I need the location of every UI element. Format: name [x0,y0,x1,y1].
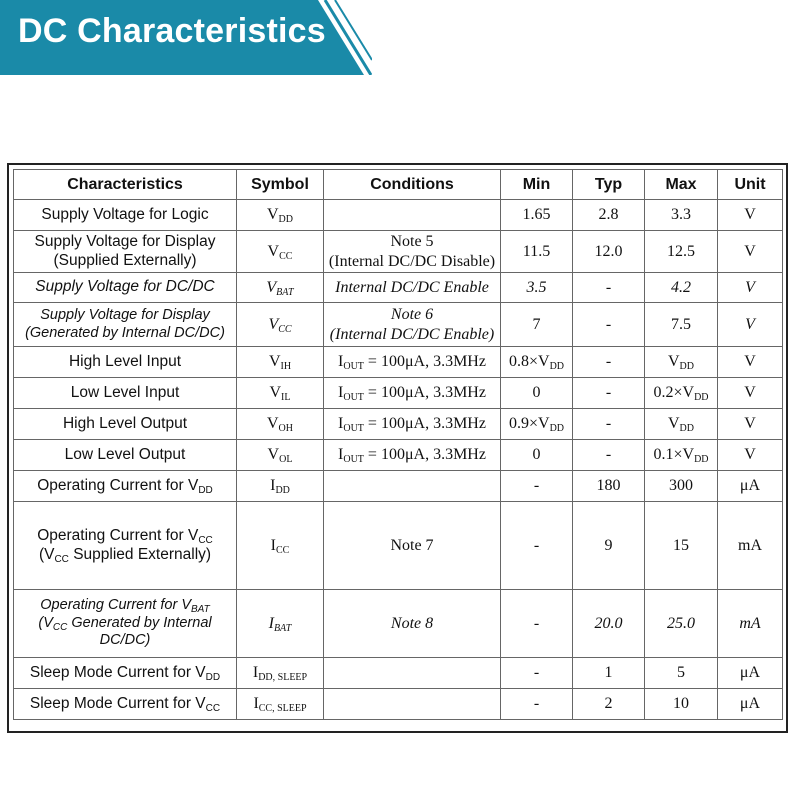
max-cell: 7.5 [645,303,718,347]
symbol-cell: $I_{DD}$ [237,471,324,502]
condition-cell: Note 5 (Internal DC/DC Disable) [324,231,501,273]
unit-cell: V [718,303,783,347]
typ-cell: 1 [573,658,645,689]
condition-cell [324,200,501,231]
min-cell: 0 [501,440,573,471]
header-typ: Typ [573,170,645,200]
header-conditions: Conditions [324,170,501,200]
max-cell: 3.3 [645,200,718,231]
unit-cell: V [718,440,783,471]
min-cell: 11.5 [501,231,573,273]
table-row [14,471,783,502]
characteristic-cell: Low Level Input [14,378,237,409]
table-row [14,347,783,378]
symbol-cell: $V_{CC}$ [237,231,324,273]
characteristic-cell: Operating Current for $V_{DD}$ [14,471,237,502]
symbol-cell: $V_{BAT}$ [237,273,324,303]
header-symbol: Symbol [237,170,324,200]
condition-cell: Internal DC/DC Enable [324,273,501,303]
table-row [14,590,783,658]
min-cell: - [501,590,573,658]
symbol-cell: $I_{DD, SLEEP}$ [237,658,324,689]
min-cell: - [501,689,573,720]
table-row [14,273,783,303]
characteristic-cell: Supply Voltage for DC/DC [14,273,237,303]
min-cell: 0 [501,378,573,409]
symbol-cell: $I_{CC}$ [237,502,324,590]
min-cell: 7 [501,303,573,347]
table-header-row [14,170,783,200]
typ-cell: - [573,347,645,378]
min-cell: - [501,502,573,590]
min-cell: - [501,471,573,502]
condition-cell: $I_{OUT} = 100\mu A$, 3.3MHz [324,440,501,471]
characteristic-cell: Supply Voltage for Display (Generated by Internal DC/DC) [14,303,237,347]
unit-cell: V [718,200,783,231]
condition-cell: $I_{OUT} = 100\mu A$, 3.3MHz [324,378,501,409]
condition-cell [324,689,501,720]
characteristic-cell: High Level Output [14,409,237,440]
characteristic-cell: Sleep Mode Current for $V_{DD}$ [14,658,237,689]
max-cell: 25.0 [645,590,718,658]
table-row [14,658,783,689]
unit-cell: μA [718,658,783,689]
page-title: DC Characteristics [18,12,326,50]
unit-cell: V [718,347,783,378]
typ-cell: 2 [573,689,645,720]
min-cell: 3.5 [501,273,573,303]
symbol-cell: $V_{IH}$ [237,347,324,378]
unit-cell: V [718,378,783,409]
symbol-cell: $I_{BAT}$ [237,590,324,658]
condition-cell [324,471,501,502]
symbol-cell: $V_{CC}$ [237,303,324,347]
typ-cell: 2.8 [573,200,645,231]
table-row [14,200,783,231]
min-cell: $0.9\times V_{DD}$ [501,409,573,440]
min-cell: - [501,658,573,689]
table-row [14,689,783,720]
typ-cell: - [573,409,645,440]
max-cell: 5 [645,658,718,689]
condition-cell: Note 7 [324,502,501,590]
max-cell: $V_{DD}$ [645,409,718,440]
min-cell: $0.8\times V_{DD}$ [501,347,573,378]
table-row [14,502,783,590]
characteristic-cell: Supply Voltage for Logic [14,200,237,231]
dc-characteristics-table [13,169,783,720]
max-cell: 300 [645,471,718,502]
typ-cell: 9 [573,502,645,590]
characteristic-cell: High Level Input [14,347,237,378]
symbol-cell: $V_{DD}$ [237,200,324,231]
typ-cell: - [573,440,645,471]
max-cell: 15 [645,502,718,590]
table-row [14,378,783,409]
header-min: Min [501,170,573,200]
typ-cell: - [573,273,645,303]
max-cell: 12.5 [645,231,718,273]
characteristic-cell: Supply Voltage for Display (Supplied Externally) [14,231,237,273]
condition-cell: $I_{OUT} = 100\mu A$, 3.3MHz [324,409,501,440]
typ-cell: 12.0 [573,231,645,273]
symbol-cell: $V_{OL}$ [237,440,324,471]
max-cell: $V_{DD}$ [645,347,718,378]
characteristic-cell: Low Level Output [14,440,237,471]
max-cell: $0.1\times V_{DD}$ [645,440,718,471]
unit-cell: mA [718,502,783,590]
characteristic-cell: Sleep Mode Current for $V_{CC}$ [14,689,237,720]
unit-cell: V [718,409,783,440]
typ-cell: 180 [573,471,645,502]
condition-cell: $I_{OUT} = 100\mu A$, 3.3MHz [324,347,501,378]
table-row [14,231,783,273]
header-max: Max [645,170,718,200]
unit-cell: μA [718,471,783,502]
table-row [14,440,783,471]
min-cell: 1.65 [501,200,573,231]
condition-cell: Note 6 (Internal DC/DC Enable) [324,303,501,347]
characteristic-cell: Operating Current for $V_{BAT}$ ($V_{CC}$ Generated by Internal DC/DC) [14,590,237,658]
unit-cell: V [718,273,783,303]
typ-cell: - [573,378,645,409]
header-characteristics: Characteristics [14,170,237,200]
max-cell: 10 [645,689,718,720]
table-frame [7,163,788,733]
condition-cell [324,658,501,689]
max-cell: $0.2\times V_{DD}$ [645,378,718,409]
table-row [14,303,783,347]
condition-cell: Note 8 [324,590,501,658]
unit-cell: V [718,231,783,273]
table-row [14,409,783,440]
characteristic-cell: Operating Current for $V_{CC}$ ($V_{CC}$ Supplied Externally) [14,502,237,590]
max-cell: 4.2 [645,273,718,303]
header-unit: Unit [718,170,783,200]
unit-cell: μA [718,689,783,720]
typ-cell: - [573,303,645,347]
typ-cell: 20.0 [573,590,645,658]
title-banner [0,0,372,75]
symbol-cell: $V_{OH}$ [237,409,324,440]
symbol-cell: $I_{CC, SLEEP}$ [237,689,324,720]
unit-cell: mA [718,590,783,658]
symbol-cell: $V_{IL}$ [237,378,324,409]
